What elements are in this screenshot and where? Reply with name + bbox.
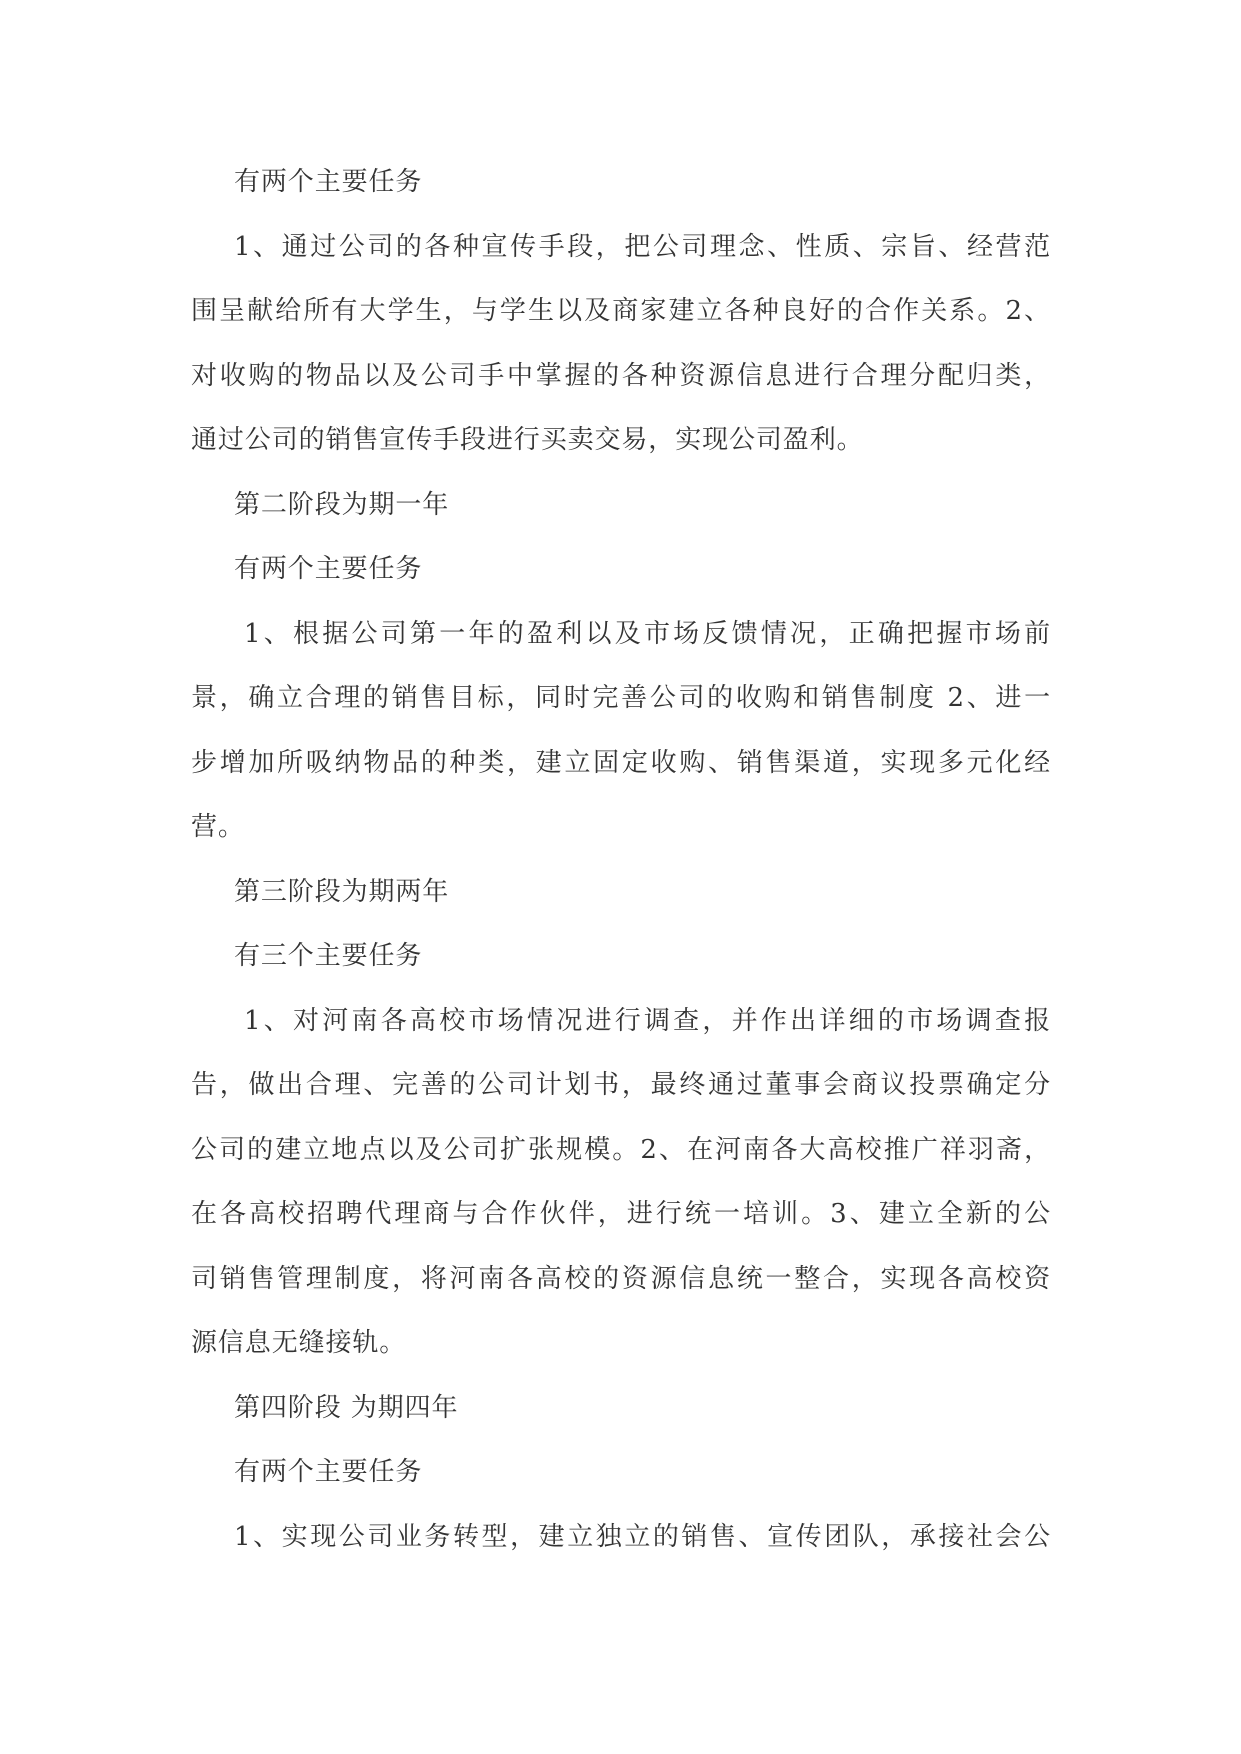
paragraph-stage-4-heading [191,1376,1051,1441]
text-line: 有两个主要任务 [234,167,423,197]
paragraph-task-heading-1 [191,150,1051,215]
paragraph-stage-2-heading [191,473,1051,538]
text-line: 1、根据公司第一年的盈利以及市场反馈情况，正确把握市场前 [244,618,1051,649]
text-line: 通过公司的销售宣传手段进行买卖交易，实现公司盈利。 [191,425,864,455]
paragraph-task-heading-3 [191,924,1051,989]
paragraph-task-heading-2 [191,537,1051,602]
text-line: 司销售管理制度，将河南各高校的资源信息统一整合，实现各高校资 [191,1263,1051,1294]
text-line: 对收购的物品以及公司手中掌握的各种资源信息进行合理分配归类， [191,360,1051,391]
paragraph-task-heading-4 [191,1440,1051,1505]
paragraph-stage-3-tasks [191,989,1051,1376]
text-line: 围呈献给所有大学生，与学生以及商家建立各种良好的合作关系。2、 [191,296,1051,326]
text-line: 有两个主要任务 [234,554,423,584]
text-line: 告，做出合理、完善的公司计划书，最终通过董事会商议投票确定分 [191,1070,1051,1100]
text-line: 公司的建立地点以及公司扩张规模。2、在河南各大高校推广祥羽斋， [191,1134,1051,1165]
text-line: 第三阶段为期两年 [234,876,450,907]
text-line: 1、通过公司的各种宣传手段，把公司理念、性质、宗旨、经营范 [234,231,1051,262]
paragraph-stage-4-tasks [191,1505,1051,1570]
paragraph-stage-3-heading [191,860,1051,925]
text-line: 在各高校招聘代理商与合作伙伴，进行统一培训。3、建立全新的公 [191,1199,1051,1229]
text-line: 1、实现公司业务转型，建立独立的销售、宣传团队，承接社会公 [234,1521,1051,1552]
text-line: 营。 [191,812,245,842]
text-line: 有两个主要任务 [234,1457,423,1487]
paragraph-stage-2-tasks [191,602,1051,860]
text-line: 源信息无缝接轨。 [191,1328,407,1358]
document-body [191,150,1051,1569]
text-line: 第四阶段 为期四年 [234,1392,459,1423]
text-line: 第二阶段为期一年 [234,489,450,520]
text-line: 1、对河南各高校市场情况进行调查，并作出详细的市场调查报 [244,1005,1051,1036]
text-line: 有三个主要任务 [234,941,423,971]
text-line: 景，确立合理的销售目标，同时完善公司的收购和销售制度 2、进一 [191,683,1051,713]
text-line: 步增加所吸纳物品的种类，建立固定收购、销售渠道，实现多元化经 [191,747,1051,778]
paragraph-stage-1-tasks [191,215,1051,473]
